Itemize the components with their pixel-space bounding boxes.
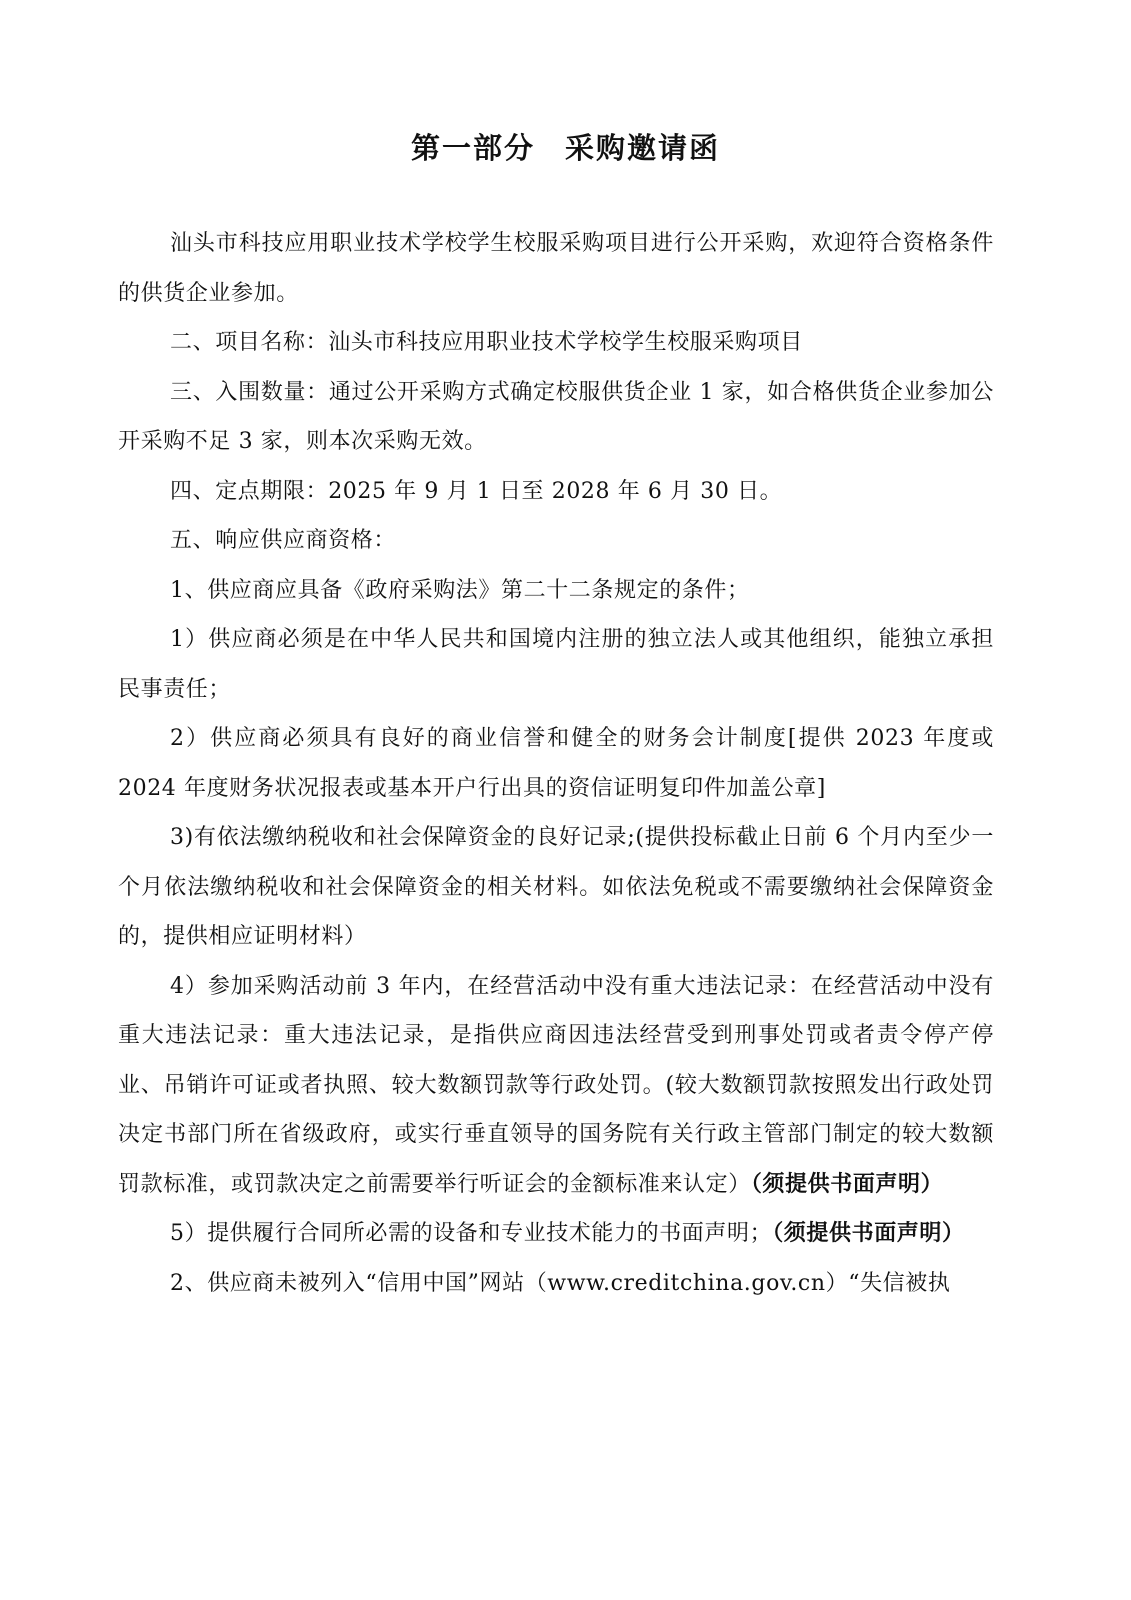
paragraph-project-name	[118, 318, 994, 368]
paragraph-text: 四、定点期限：2025 年 9 月 1 日至 2028 年 6 月 30 日。	[170, 478, 783, 504]
paragraph-subitem-2	[118, 714, 994, 813]
paragraph-emphasis: （须提供书面声明）	[772, 1220, 965, 1246]
paragraph-text: 2、供应商未被列入“信用中国”网站（www.creditchina.gov.cn）“失信被执	[170, 1270, 951, 1296]
paragraph-item-2	[118, 1259, 994, 1309]
paragraph-text: 二、项目名称：汕头市科技应用职业技术学校学生校服采购项目	[170, 330, 803, 355]
title-part: 第一部分	[410, 131, 535, 165]
paragraph-text: 汕头市科技应用职业技术学校学生校服采购项目进行公开采购，欢迎符合资格条件的供货企业参加。	[118, 231, 994, 306]
paragraph-text: 5）提供履行合同所必需的设备和专业技术能力的书面声明；	[170, 1221, 773, 1246]
paragraph-item-1	[118, 566, 994, 616]
paragraph-subitem-3	[118, 813, 994, 962]
paragraph-emphasis: （须提供书面声明）	[750, 1170, 944, 1197]
paragraph-text: 三、入围数量：通过公开采购方式确定校服供货企业 1 家，如合格供货企业参加公开采购不足 3 家，则本次采购无效。	[118, 379, 994, 454]
paragraph-text: 4）参加采购活动前 3 年内，在经营活动中没有重大违法记录：在经营活动中没有重大违法记录：重大违法记录，是指供应商因违法经营受到刑事处罚或者责令停产停业、吊销许可证或者执照、较大数额罚款等行政处罚。(较大数额罚款按照发出行政处罚决定书部门所在省级政府，或实行垂直领导的国务院有关行政主管部门制定的较大数额罚款标准，或罚款决定之前需要举行听证会的金额标准来认定）	[118, 973, 994, 1197]
title-name: 采购邀请函	[565, 131, 721, 165]
document-body	[118, 219, 994, 1308]
paragraph-text: 五、响应供应商资格：	[170, 528, 397, 553]
paragraph-text: 1）供应商必须是在中华人民共和国境内注册的独立法人或其他组织，能独立承担民事责任；	[118, 627, 994, 702]
paragraph-qualification-heading	[118, 516, 994, 566]
paragraph-subitem-1	[118, 615, 994, 714]
paragraph-quota	[118, 368, 994, 467]
paragraph-text: 1、供应商应具备《政府采购法》第二十二条规定的条件；	[170, 577, 750, 603]
paragraph-text: 2）供应商必须具有良好的商业信誉和健全的财务会计制度[提供 2023 年度或 2024 年度财务状况报表或基本开户行出具的资信证明复印件加盖公章]	[118, 726, 994, 801]
paragraph-text: 3)有依法缴纳税收和社会保障资金的良好记录;(提供投标截止日前 6 个月内至少一个月依法缴纳税收和社会保障资金的相关材料。如依法免税或不需要缴纳社会保障资金的，提供相应证明材料）	[118, 825, 994, 949]
paragraph-period	[118, 467, 994, 517]
paragraph-subitem-4	[118, 962, 994, 1210]
paragraph-intro	[118, 219, 994, 318]
paragraph-subitem-5	[118, 1209, 994, 1259]
page-title	[0, 128, 1131, 168]
